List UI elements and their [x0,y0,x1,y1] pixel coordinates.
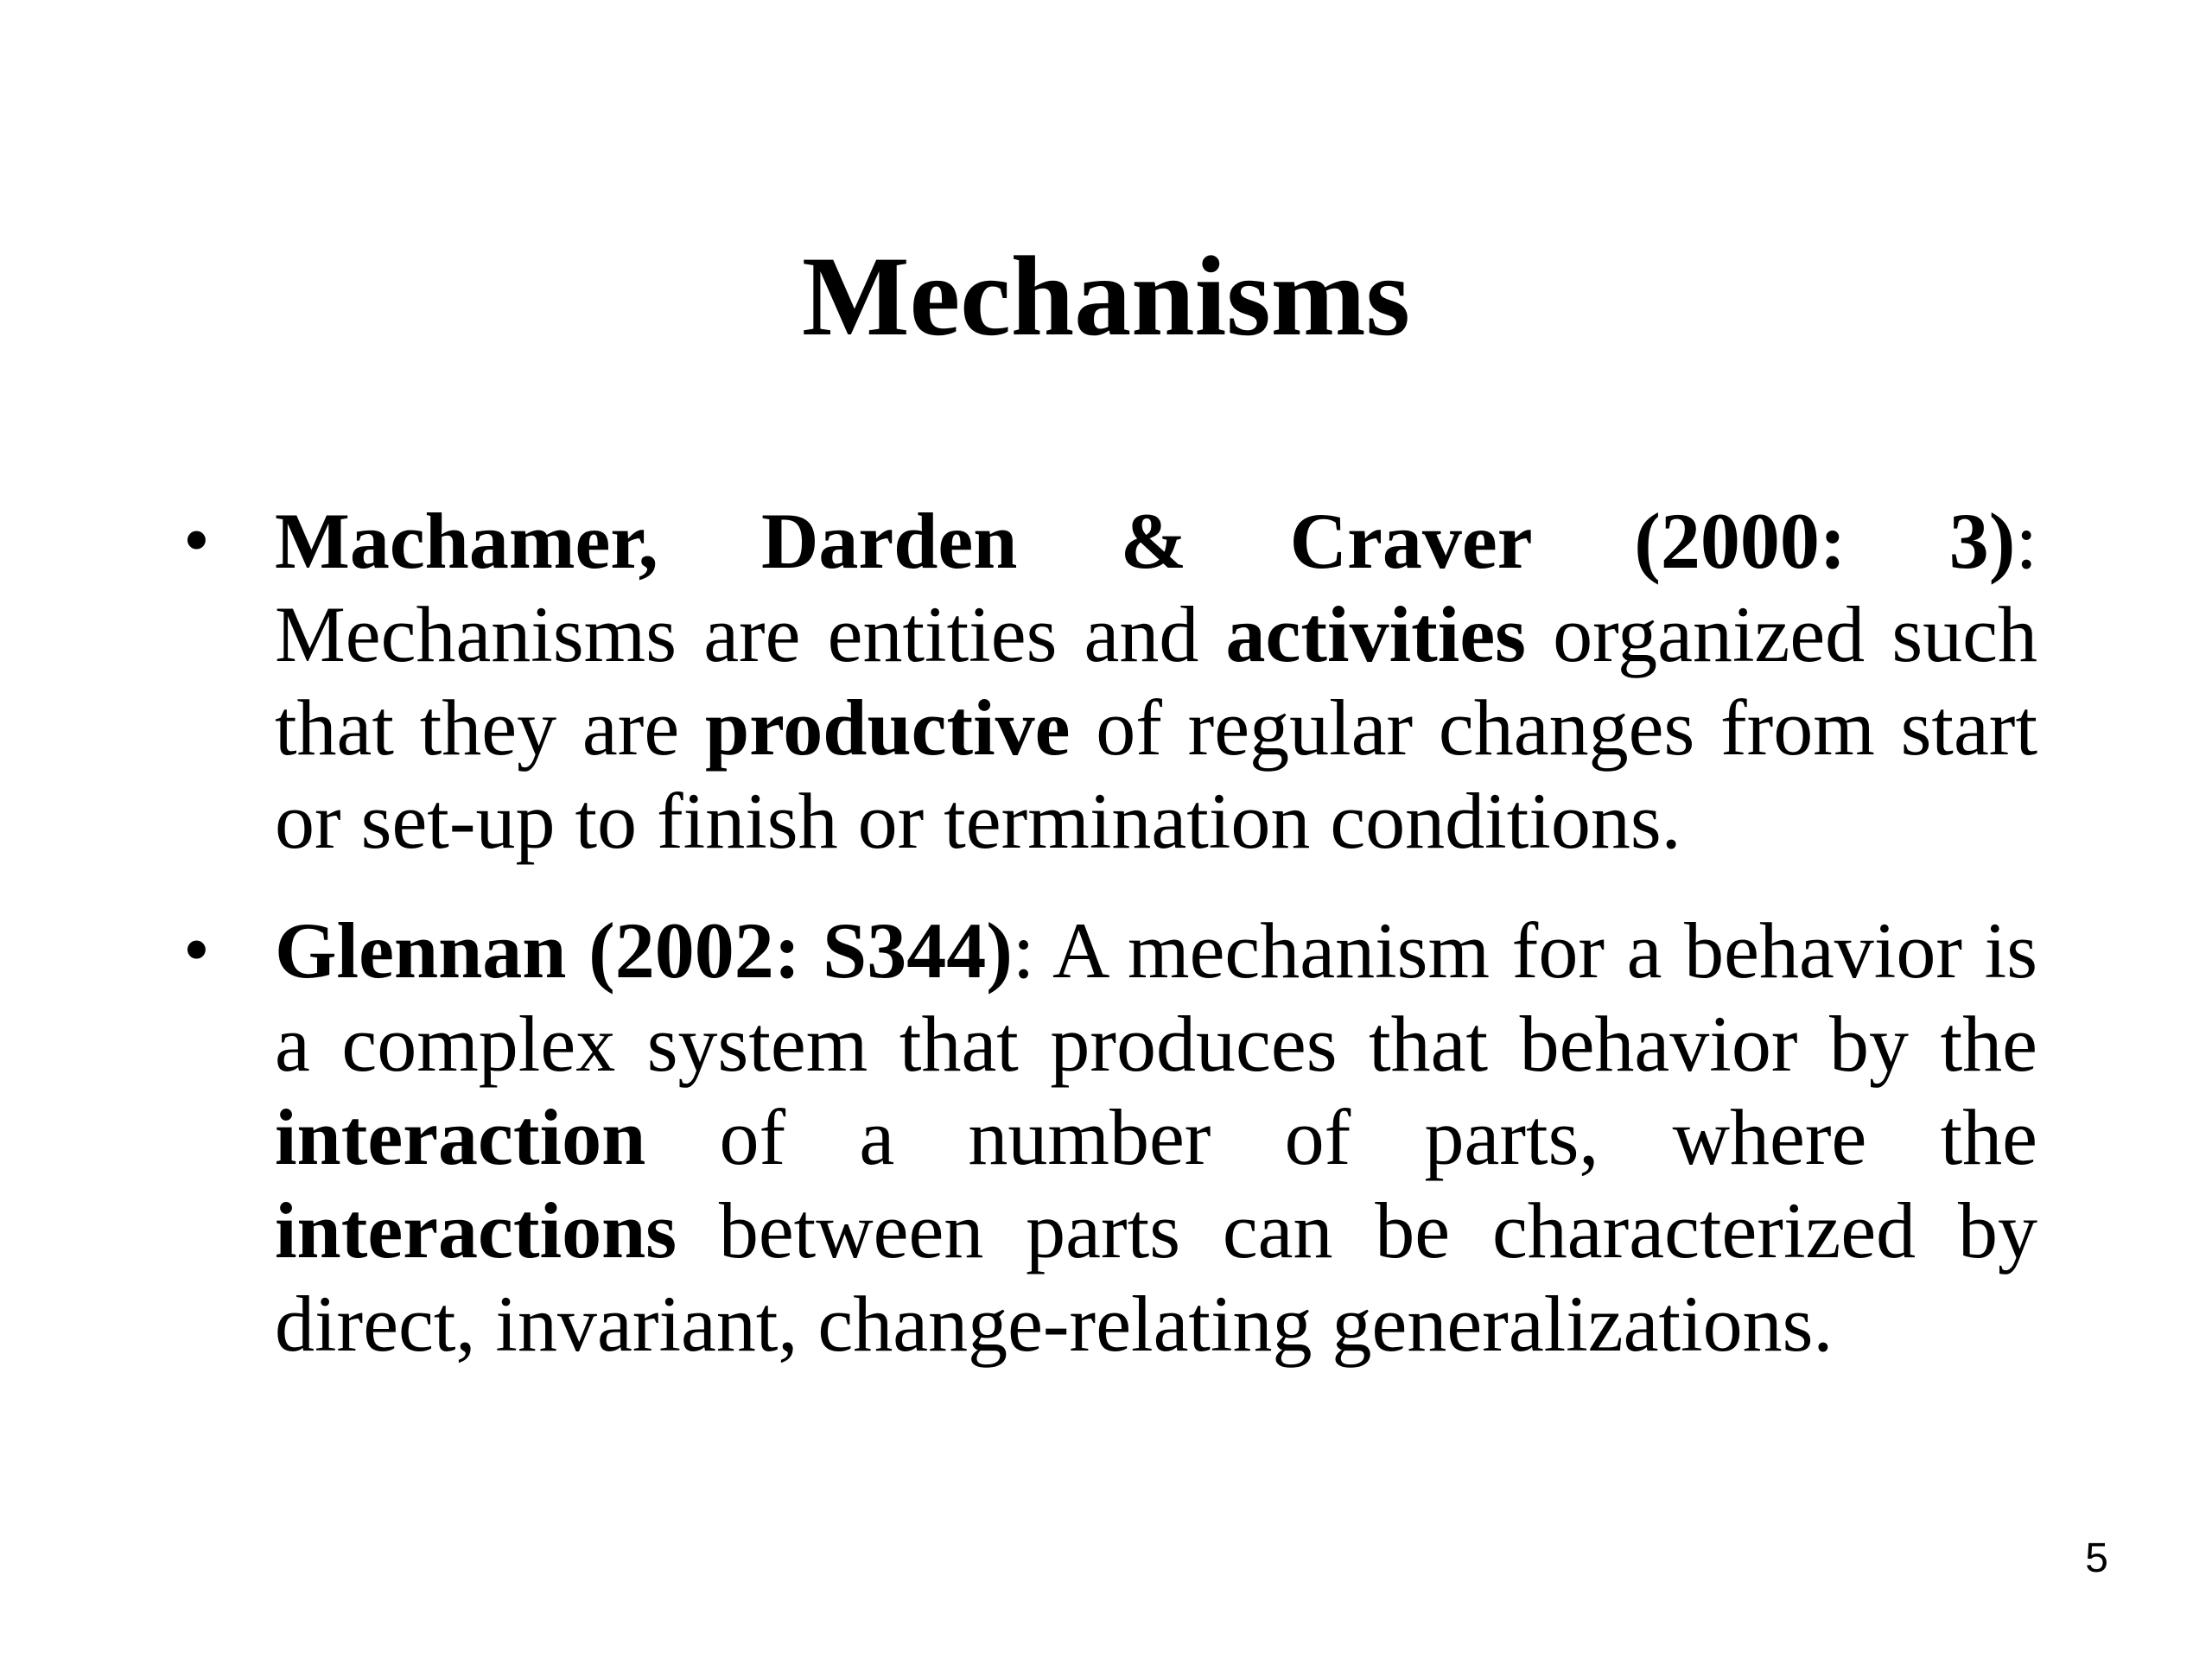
emphasis-term: interactions [275,1186,677,1274]
body-text: of a number of parts, where the [645,1093,2037,1181]
emphasis-term: interaction [275,1093,646,1181]
body-text: Mechanisms are entities and [275,590,1226,678]
bullet-icon: • [183,908,210,992]
bullet-icon: • [183,499,210,582]
body-text: A mechanism for a behavior is a complex system that produces that behavior by the [275,906,2038,1088]
citation: Glennan (2002: S344) [275,906,1013,995]
colon: : [1012,906,1035,995]
body-text: between parts can be characterized by direct, invariant, change-relating generalizations. [275,1186,2037,1368]
bullet-item-glennan [0,904,2212,1370]
body-text: organized such that they are [275,590,2037,772]
bullet-list [0,494,2212,1407]
citation: Machamer, Darden & Craver (2000: 3) [275,497,2016,585]
slide-title: Mechanisms [802,232,1410,359]
page-number: 5 [2085,1535,2108,1581]
bullet-text [275,494,2037,868]
bullet-item-machamer [0,494,2212,868]
bullet-text [275,904,2037,1370]
body-text: of regular changes from start or set-up to finish or termination conditions. [275,683,2037,865]
colon: : [2015,497,2037,585]
emphasis-term: productive [704,683,1071,772]
emphasis-term: activities [1225,590,1526,678]
